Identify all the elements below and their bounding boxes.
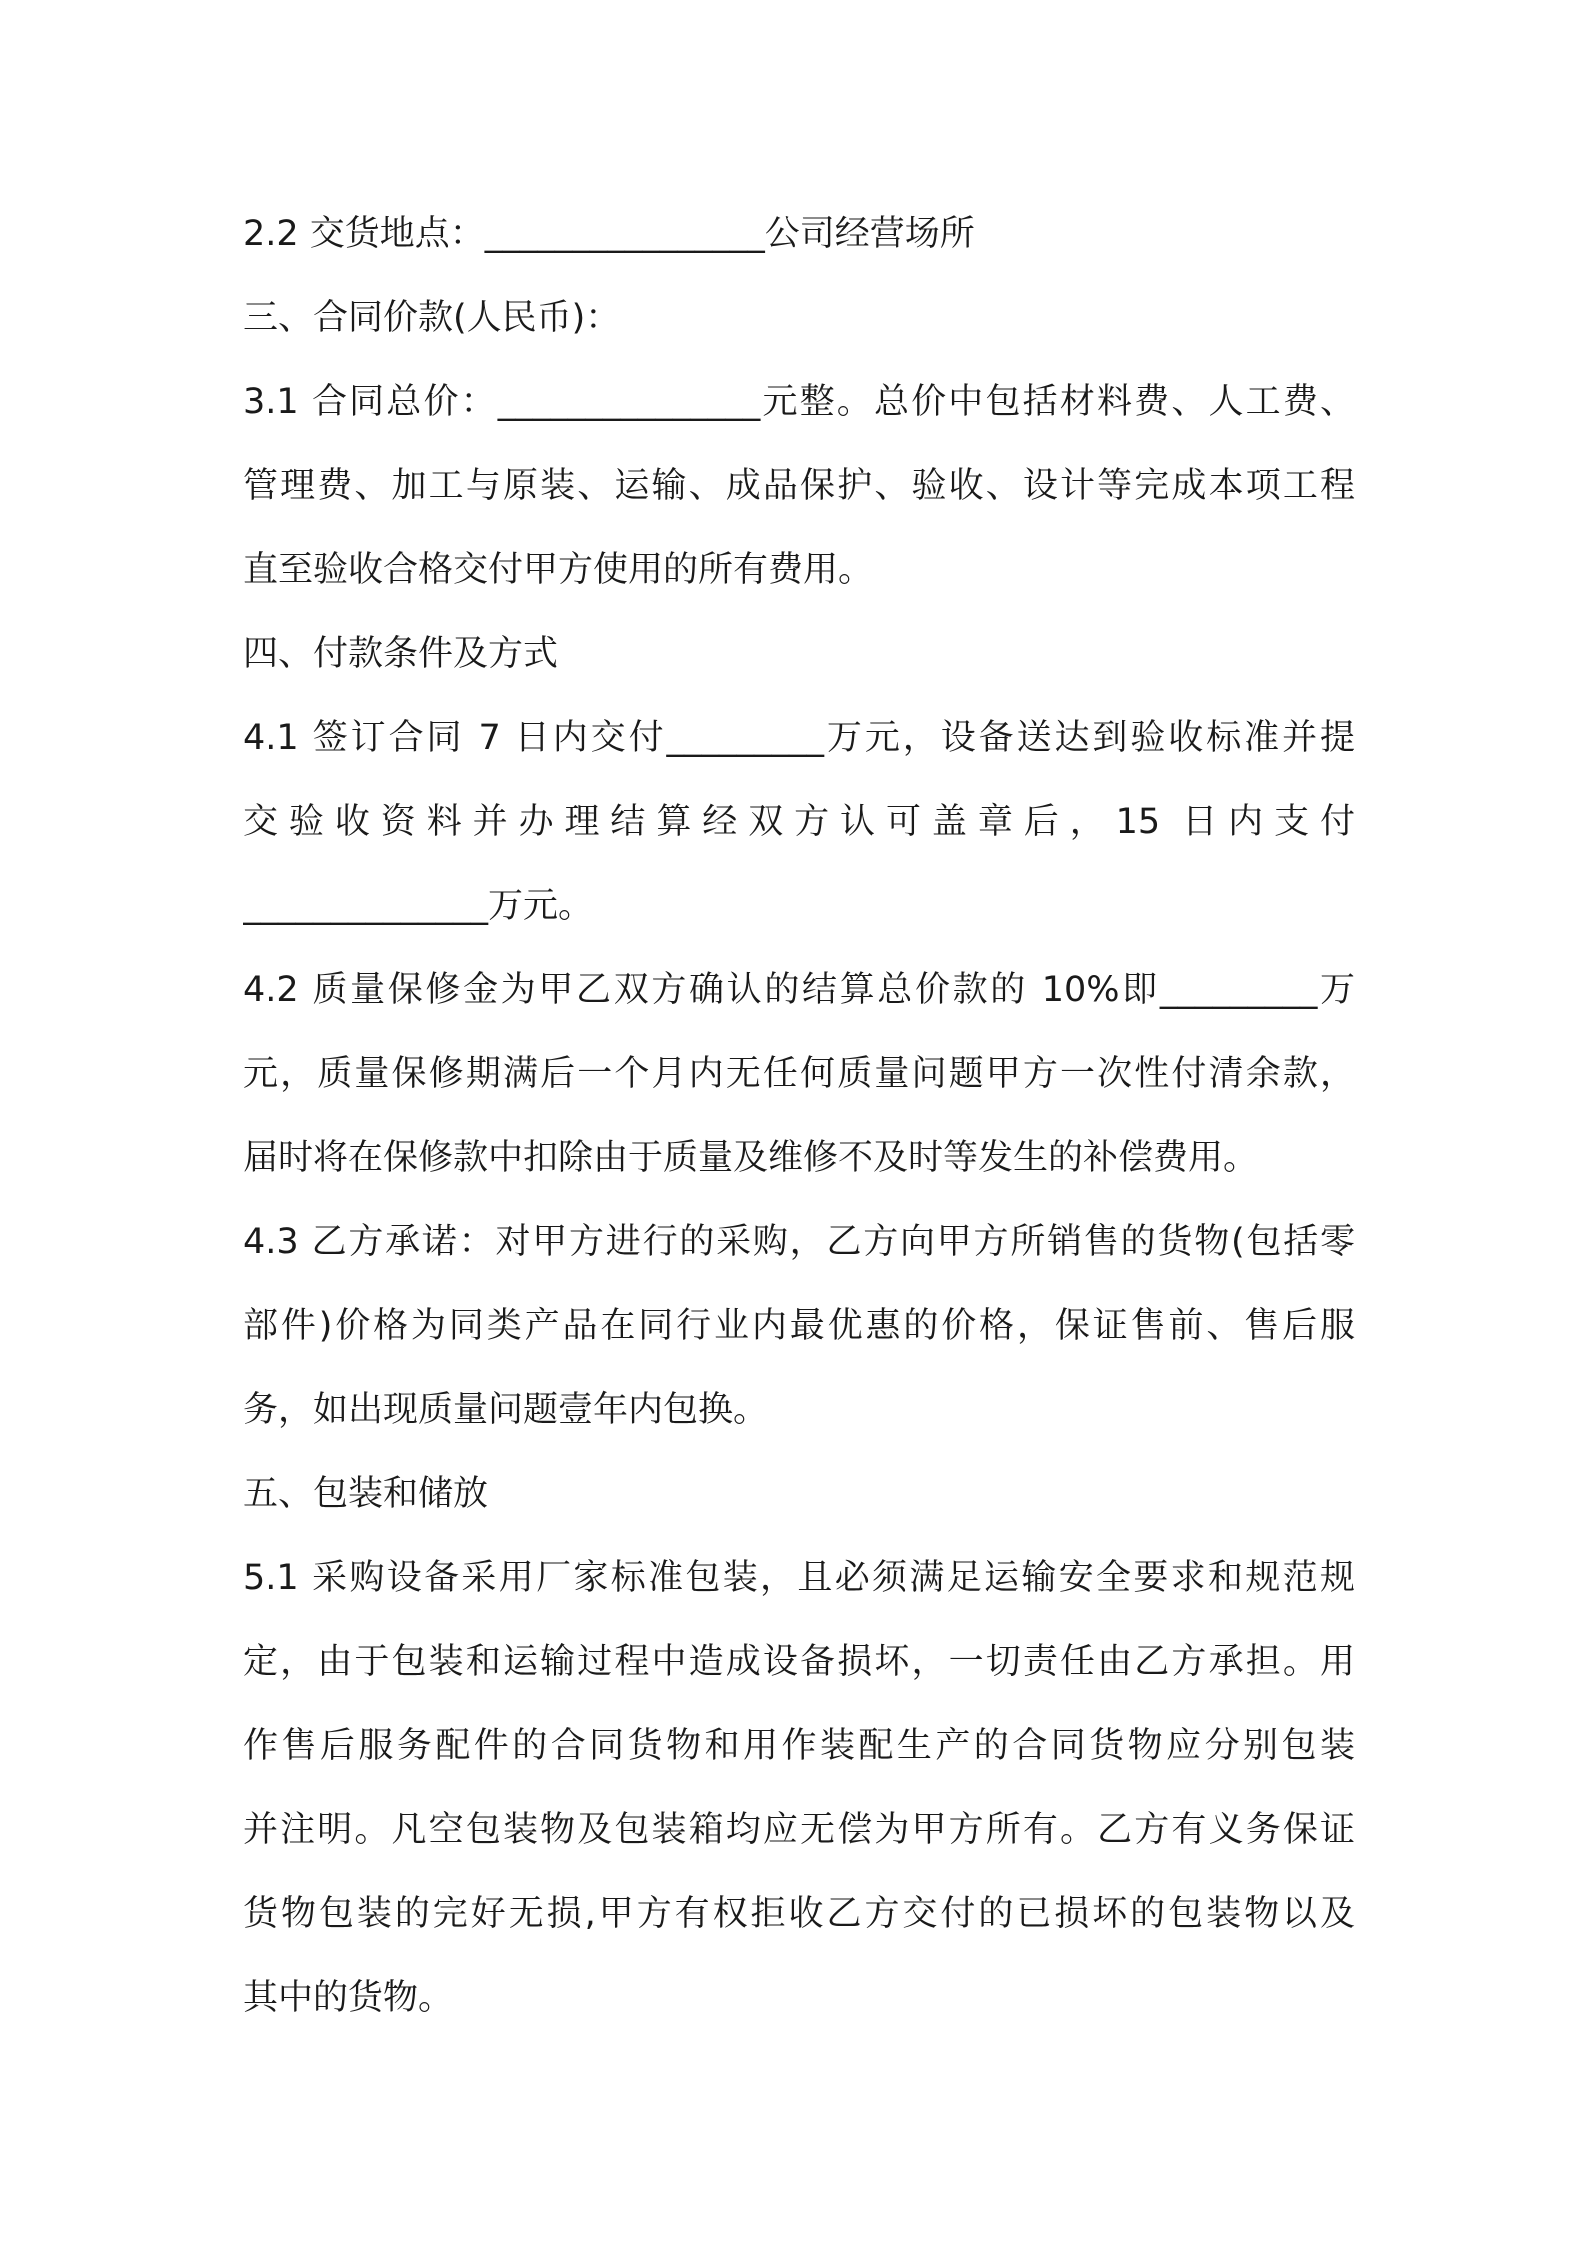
text-line-6: 四、付款条件及方式 (243, 634, 559, 674)
text-line-9: ______________万元。 (243, 886, 594, 926)
text-line-19: 作售后服务配件的合同货物和用作装配生产的合同货物应分别包装 (243, 1726, 1355, 1766)
text-line-15: 务，如出现质量问题壹年内包换。 (243, 1390, 769, 1430)
text-line-13: 4.3 乙方承诺：对甲方进行的采购，乙方向甲方所销售的货物(包括零 (243, 1222, 1355, 1262)
text-line-7: 4.1 签订合同 7 日内交付_________万元，设备送达到验收标准并提 (243, 718, 1355, 758)
text-line-4: 管理费、加工与原装、运输、成品保护、验收、设计等完成本项工程 (243, 466, 1355, 506)
text-line-14: 部件)价格为同类产品在同行业内最优惠的价格，保证售前、售后服 (243, 1306, 1355, 1346)
text-line-17: 5.1 采购设备采用厂家标准包装，且必须满足运输安全要求和规范规 (243, 1558, 1355, 1598)
text-line-5: 直至验收合格交付甲方使用的所有费用。 (243, 550, 874, 590)
text-line-10: 4.2 质量保修金为甲乙双方确认的结算总价款的 10%即_________万 (243, 970, 1355, 1010)
text-line-22: 其中的货物。 (243, 1978, 454, 2018)
contract-body (243, 192, 1355, 2040)
text-line-16: 五、包装和储放 (243, 1474, 489, 1514)
text-line-20: 并注明。凡空包装物及包装箱均应无偿为甲方所有。乙方有义务保证 (243, 1810, 1355, 1850)
text-line-3: 3.1 合同总价：_______________元整。总价中包括材料费、人工费、 (243, 382, 1355, 422)
text-line-21: 货物包装的完好无损,甲方有权拒收乙方交付的已损坏的包装物以及 (243, 1894, 1355, 1934)
text-line-18: 定，由于包装和运输过程中造成设备损坏，一切责任由乙方承担。用 (243, 1642, 1355, 1682)
text-line-1: 2.2 交货地点：________________公司经营场所 (243, 214, 975, 254)
text-line-8: 交验收资料并办理结算经双方认可盖章后，15 日内支付 (243, 802, 1355, 842)
text-line-12: 届时将在保修款中扣除由于质量及维修不及时等发生的补偿费用。 (243, 1138, 1259, 1178)
text-line-2: 三、合同价款(人民币)： (243, 298, 621, 338)
text-line-11: 元，质量保修期满后一个月内无任何质量问题甲方一次性付清余款， (243, 1054, 1355, 1094)
